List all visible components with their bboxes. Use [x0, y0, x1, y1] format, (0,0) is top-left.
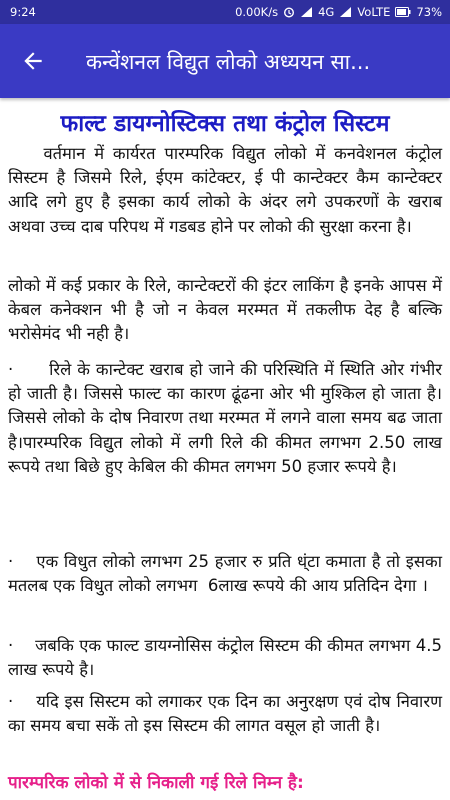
battery-icon	[395, 7, 411, 17]
status-indicators	[235, 5, 442, 19]
app-bar	[0, 24, 450, 98]
bullet-loco-earning: · एक विधुत लोको लगभग 25 हजार रु प्रति ध्ंटा कमाता है तो इसका मतलब एक विधुत लोको लगभग 6लाख रूपये की आय प्रतिदिन देगा ।	[8, 552, 448, 596]
article-content[interactable]	[0, 98, 450, 800]
paragraph-intro: वर्तमान में कार्यरत पारम्परिक विद्युत लोको में कनवेशनल कंट्रोल सिस्टम है जिसमे रिले, ईएम कांटेक्टर, ई पी कान्टेक्टर कैम कान्टेक्टर आदि लगे हुए है इसका कार्य लोको के अंदर लगे उपकरणों के खराब अथवा उच्च दाब परिपथ में गडबड होने पर लोको की सुरक्षा करना है।	[8, 144, 448, 236]
network-speed: 0.00K/s	[235, 5, 279, 19]
volte-label: VoLTE	[357, 5, 391, 19]
paragraph-relays: लोको में कई प्रकार के रिले, कान्टेक्टरों की इंटर लाकिंग है इनके आपस में केबल कनेक्शन भी है जो न केवल मरम्मत में तकलीफ देह है बल्कि भरोसेमंद भी नही है।	[8, 276, 448, 344]
bullet-relay-contact: · रिले के कान्टेक्ट खराब हो जाने की परिस्थिति में स्थिति ओर गंभीर हो जाती है। जिससे फाल्ट का कारण ढूंढना ओर भी मुश्किल हो जाता है। जिससे लोको के दोष निवारण तथा मरम्मत में लगने वाला समय बढ जाता है।पारम्परिक विद्युत लोको में लगी रिले की कीमत लगभग 2.50 लाख रूपये तथा बिछे हुए केबिल की कीमत लगभग 50 हजार रूपये है।	[8, 360, 448, 476]
signal-icon	[300, 6, 313, 18]
back-button[interactable]	[20, 48, 50, 74]
battery-percentage: 73%	[416, 5, 442, 19]
alarm-icon	[283, 6, 295, 18]
article-subheading: पारम्परिक लोको में से निकाली गई रिले निम्न है:	[8, 773, 304, 793]
bullet-system-cost: · जबकि एक फाल्ट डायग्नोसिस कंट्रोल सिस्टम की कीमत लगभग 4.5 लाख रूपये है।	[8, 636, 448, 680]
network-type: 4G	[318, 5, 335, 19]
bullet-cost-recovery: · यदि इस सिस्टम को लगाकर एक दिन का अनुरक्षण एवं दोष निवारण का समय बचा सकें तो इस सिस्टम की लागत वसूल हो जाती है।	[8, 692, 448, 736]
article-heading: फाल्ट डायग्नोस्टिक्स तथा कंट्रोल सिस्टम	[60, 111, 390, 137]
status-bar	[0, 0, 450, 24]
app-bar-title: कन्वेंशनल विद्युत लोको अध्ययन सा...	[86, 50, 371, 74]
back-arrow-icon	[20, 59, 46, 78]
signal-icon	[339, 6, 352, 18]
status-time: 9:24	[10, 5, 36, 19]
